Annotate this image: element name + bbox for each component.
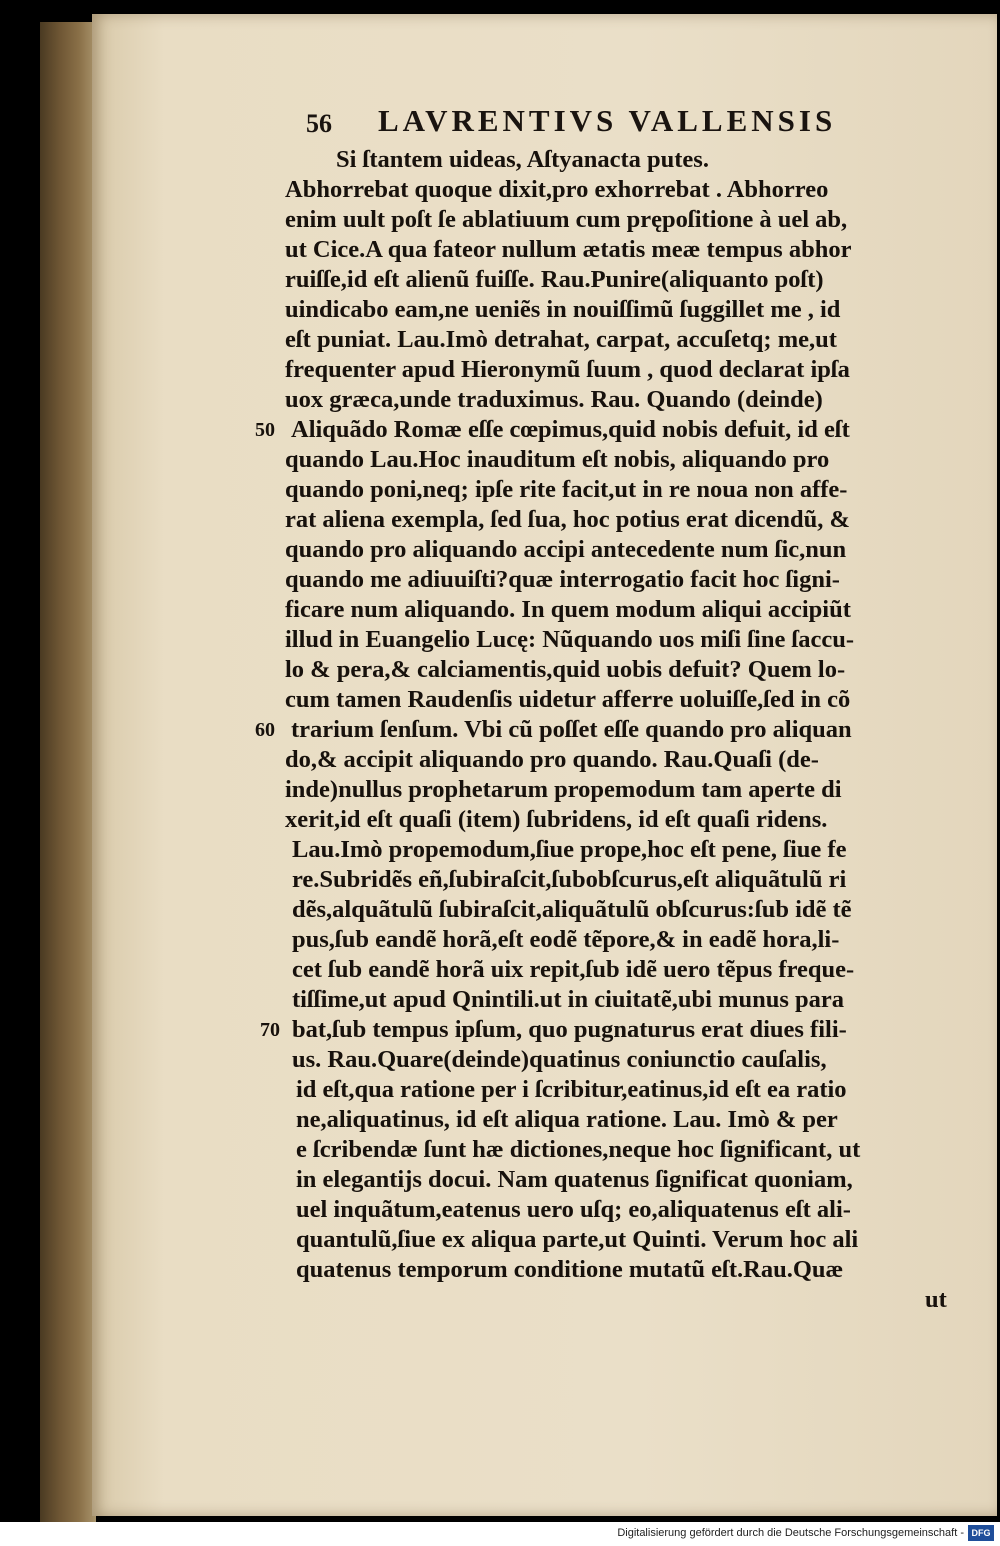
- text-line: cet ſub eandẽ horã uix repit,ſub idẽ uero tẽpus freque-: [292, 956, 855, 983]
- text-line: quando poni,neq; ipſe rite facit,ut in re noua non affe-: [285, 476, 848, 503]
- text-line: Aliquãdo Romæ eſſe cœpimus,quid nobis defuit, id eſt: [291, 416, 850, 443]
- text-line: Si ſtantem uideas, Aſtyanacta putes.: [336, 146, 709, 173]
- text-line: inde)nullus prophetarum propemodum tam aperte di: [285, 776, 842, 803]
- text-line: trarium ſenſum. Vbi cũ poſſet eſſe quando pro aliquan: [291, 716, 852, 743]
- text-line: id eſt,qua ratione per i ſcribitur,eatinus,id eſt ea ratio: [296, 1076, 847, 1103]
- text-line: us. Rau.Quare(deinde)quatinus coniunctio cauſalis,: [292, 1046, 827, 1073]
- text-line: in elegantijs docui. Nam quatenus ſignificat quoniam,: [296, 1166, 853, 1193]
- text-line: rat aliena exempla, ſed ſua, hoc potius erat dicendũ, &: [285, 506, 850, 533]
- margin-line-number: 70: [260, 1019, 280, 1041]
- text-line: pus,ſub eandẽ horã,eſt eodẽ tẽpore,& in eadẽ hora,li-: [292, 926, 840, 953]
- dfg-logo: DFG: [968, 1525, 994, 1541]
- text-line: quando Lau.Hoc inauditum eſt nobis, aliquando pro: [285, 446, 830, 473]
- text-line: xerit,id eſt quaſi (item) ſubridens, id eſt quaſi ridens.: [285, 806, 828, 833]
- text-line: cum tamen Raudenſis uidetur afferre uoluiſſe,ſed in cõ: [285, 686, 851, 713]
- text-line: ficare num aliquando. In quem modum aliqui accipiũt: [285, 596, 851, 623]
- text-line: quando me adiuuiſti?quæ interrogatio facit hoc ſigni-: [285, 566, 840, 593]
- text-line: bat,ſub tempus ipſum, quo pugnaturus erat diues fili-: [292, 1016, 847, 1043]
- text-line: tiſſime,ut apud Qnintili.ut in ciuitatẽ,ubi munus para: [292, 986, 845, 1013]
- text-line: quatenus temporum conditione mutatũ eſt.Rau.Quæ: [296, 1256, 844, 1283]
- text-line: quando pro aliquando accipi antecedente num ſic,nun: [285, 536, 847, 563]
- margin-line-number: 60: [255, 719, 275, 741]
- margin-line-number: 50: [255, 419, 275, 441]
- text-line: uox græca,unde traduximus. Rau. Quando (deinde): [285, 386, 823, 413]
- text-line: do,& accipit aliquando pro quando. Rau.Quaſi (de-: [285, 746, 819, 773]
- text-line: ne,aliquatinus, id eſt aliqua ratione. Lau. Imò & per: [296, 1106, 838, 1133]
- text-line: dẽs,alquãtulũ ſubiraſcit,aliquãtulũ obſcurus:ſub idẽ tẽ: [292, 896, 852, 923]
- text-line: illud in Euangelio Lucę: Nũquando uos miſi ſine ſaccu-: [285, 626, 855, 653]
- text-line: ruiſſe,id eſt alienũ fuiſſe. Rau.Punire(aliquanto poſt): [285, 266, 824, 293]
- footer: [0, 1522, 1000, 1546]
- catchword: ut: [925, 1286, 947, 1313]
- text-line: Lau.Imò propemodum,ſiue prope,hoc eſt pene, ſiue fe: [292, 836, 847, 863]
- text-line: lo & pera,& calciamentis,quid uobis defuit? Quem lo-: [285, 656, 846, 683]
- text-line: quantulũ,ſiue ex aliqua parte,ut Quinti. Verum hoc ali: [296, 1226, 859, 1253]
- text-line: e ſcribendæ ſunt hæ dictiones,neque hoc ſignificant, ut: [296, 1136, 861, 1163]
- page-number: 56: [306, 109, 332, 138]
- text-line: enim uult poſt ſe ablatiuum cum prępoſitione à uel ab,: [285, 206, 848, 233]
- text-line: ut Cice.A qua fateor nullum ætatis meæ tempus abhor: [285, 236, 852, 263]
- text-line: uel inquãtum,eatenus uero uſq; eo,aliquatenus eſt ali-: [296, 1196, 851, 1223]
- text-line: frequenter apud Hieronymũ ſuum , quod declarat ipſa: [285, 356, 850, 383]
- text-line: Abhorrebat quoque dixit,pro exhorrebat . Abhorreo: [285, 176, 829, 203]
- text-line: eſt puniat. Lau.Imò detrahat, carpat, accuſetq; me,ut: [285, 326, 837, 353]
- text-line: uindicabo eam,ne ueniẽs in nouiſſimũ ſuggillet me , id: [285, 296, 841, 323]
- text-line: re.Subridẽs eñ,ſubiraſcit,ſubobſcurus,eſt aliquãtulũ ri: [292, 866, 847, 893]
- running-head-title: LAVRENTIVS VALLENSIS: [378, 103, 837, 138]
- funding-note: Digitalisierung gefördert durch die Deutsche Forschungsgemeinschaft -: [617, 1527, 964, 1539]
